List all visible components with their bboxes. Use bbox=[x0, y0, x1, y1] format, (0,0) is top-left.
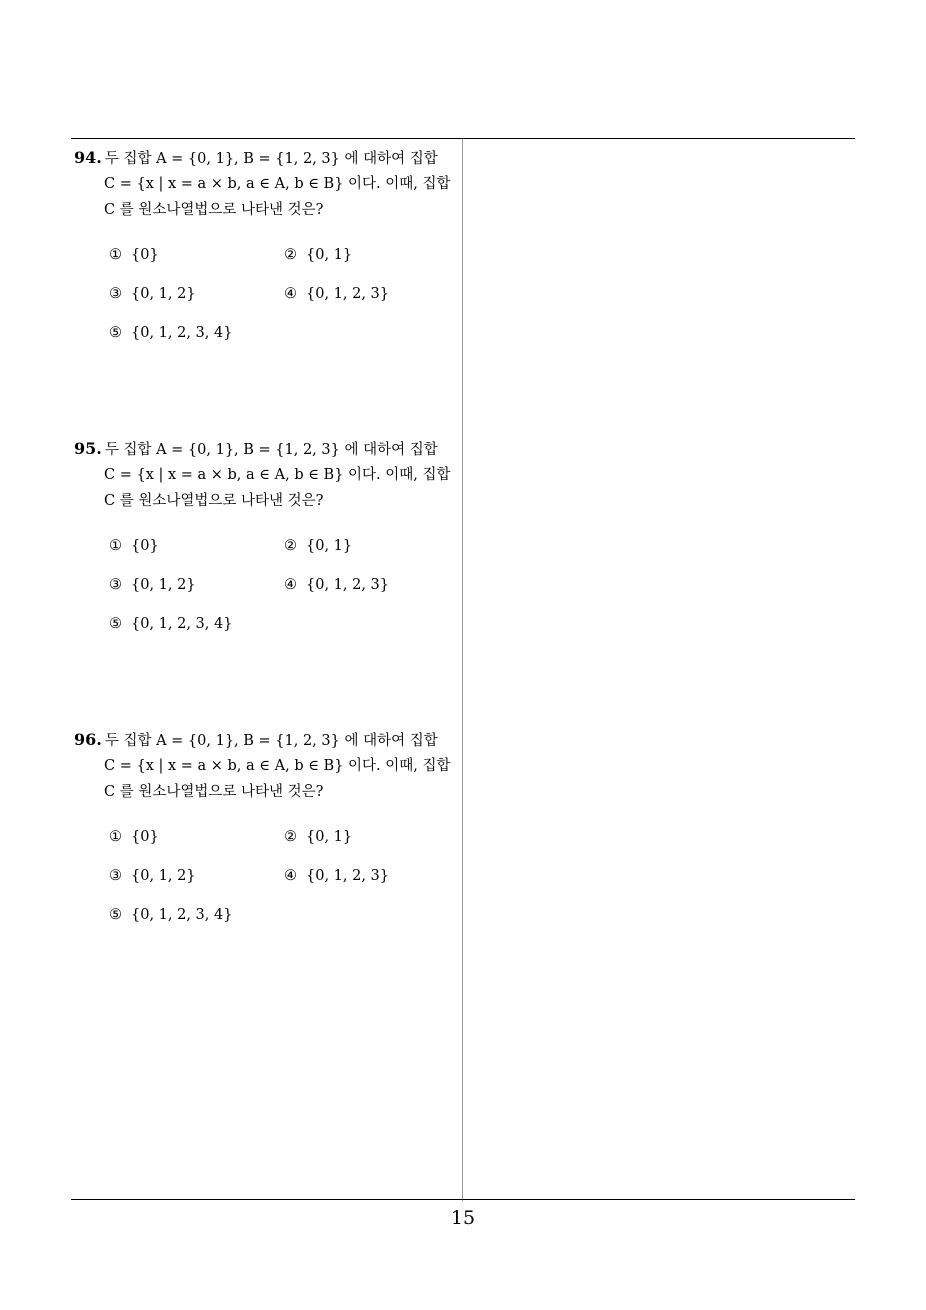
choice-1[interactable] bbox=[109, 538, 159, 554]
choice-1[interactable] bbox=[109, 247, 159, 263]
bottom-rule bbox=[71, 1199, 855, 1200]
choice-text: {0} bbox=[131, 538, 159, 554]
question-text-line-2: C = {x | x = a × b, a ∈ A, b ∈ B} 이다. 이때, 집합 bbox=[104, 176, 451, 192]
choice-mark: ② bbox=[284, 247, 297, 263]
question-94 bbox=[74, 145, 458, 341]
choice-mark: ③ bbox=[109, 577, 122, 593]
question-text-line-3: C 를 원소나열법으로 나타낸 것은? bbox=[104, 202, 324, 218]
question-text-line-2: C = {x | x = a × b, a ∈ A, b ∈ B} 이다. 이때, 집합 bbox=[104, 758, 451, 774]
question-number: 95. bbox=[74, 439, 102, 458]
choice-4[interactable] bbox=[284, 286, 389, 302]
choice-text: {0, 1, 2, 3, 4} bbox=[131, 325, 233, 341]
choice-mark: ③ bbox=[109, 286, 122, 302]
choice-text: {0, 1, 2, 3} bbox=[306, 577, 390, 593]
choice-text: {0, 1, 2, 3, 4} bbox=[131, 616, 233, 632]
top-rule bbox=[71, 138, 855, 139]
question-text-line-1: 두 집합 A = {0, 1}, B = {1, 2, 3} 에 대하여 집합 bbox=[104, 442, 438, 458]
choice-4[interactable] bbox=[284, 577, 389, 593]
choice-mark: ① bbox=[109, 829, 122, 845]
choice-mark: ⑤ bbox=[109, 907, 122, 923]
column-divider bbox=[462, 139, 463, 1201]
choice-3[interactable] bbox=[109, 577, 196, 593]
choice-text: {0, 1, 2} bbox=[131, 286, 196, 302]
choice-text: {0, 1} bbox=[306, 247, 353, 263]
choice-5[interactable] bbox=[109, 325, 232, 341]
choice-mark: ④ bbox=[284, 577, 297, 593]
question-text-line-3: C 를 원소나열법으로 나타낸 것은? bbox=[104, 784, 324, 800]
choice-mark: ⑤ bbox=[109, 325, 122, 341]
choice-2[interactable] bbox=[284, 247, 352, 263]
choice-3[interactable] bbox=[109, 868, 196, 884]
choice-mark: ③ bbox=[109, 868, 122, 884]
choice-text: {0} bbox=[131, 829, 159, 845]
choice-text: {0, 1, 2} bbox=[131, 577, 196, 593]
choice-text: {0, 1, 2, 3} bbox=[306, 868, 390, 884]
choice-mark: ① bbox=[109, 538, 122, 554]
question-96 bbox=[74, 727, 458, 923]
choice-1[interactable] bbox=[109, 829, 159, 845]
choice-mark: ⑤ bbox=[109, 616, 122, 632]
choice-mark: ④ bbox=[284, 868, 297, 884]
choice-mark: ② bbox=[284, 829, 297, 845]
choice-4[interactable] bbox=[284, 868, 389, 884]
question-text-line-2: C = {x | x = a × b, a ∈ A, b ∈ B} 이다. 이때, 집합 bbox=[104, 467, 451, 483]
question-text-line-1: 두 집합 A = {0, 1}, B = {1, 2, 3} 에 대하여 집합 bbox=[104, 733, 438, 749]
choice-mark: ① bbox=[109, 247, 122, 263]
choice-mark: ④ bbox=[284, 286, 297, 302]
choice-mark: ② bbox=[284, 538, 297, 554]
choice-5[interactable] bbox=[109, 616, 232, 632]
choice-text: {0, 1, 2} bbox=[131, 868, 196, 884]
choice-text: {0, 1, 2, 3, 4} bbox=[131, 907, 233, 923]
choice-text: {0, 1} bbox=[306, 538, 353, 554]
question-text-line-1: 두 집합 A = {0, 1}, B = {1, 2, 3} 에 대하여 집합 bbox=[104, 151, 438, 167]
question-text-line-3: C 를 원소나열법으로 나타낸 것은? bbox=[104, 493, 324, 509]
question-95 bbox=[74, 436, 458, 632]
page-number: 15 bbox=[450, 1207, 476, 1229]
choice-text: {0, 1, 2, 3} bbox=[306, 286, 390, 302]
choice-2[interactable] bbox=[284, 829, 352, 845]
question-number: 94. bbox=[74, 148, 102, 167]
choice-2[interactable] bbox=[284, 538, 352, 554]
choice-5[interactable] bbox=[109, 907, 232, 923]
choice-3[interactable] bbox=[109, 286, 196, 302]
choice-text: {0, 1} bbox=[306, 829, 353, 845]
question-number: 96. bbox=[74, 730, 102, 749]
choice-text: {0} bbox=[131, 247, 159, 263]
